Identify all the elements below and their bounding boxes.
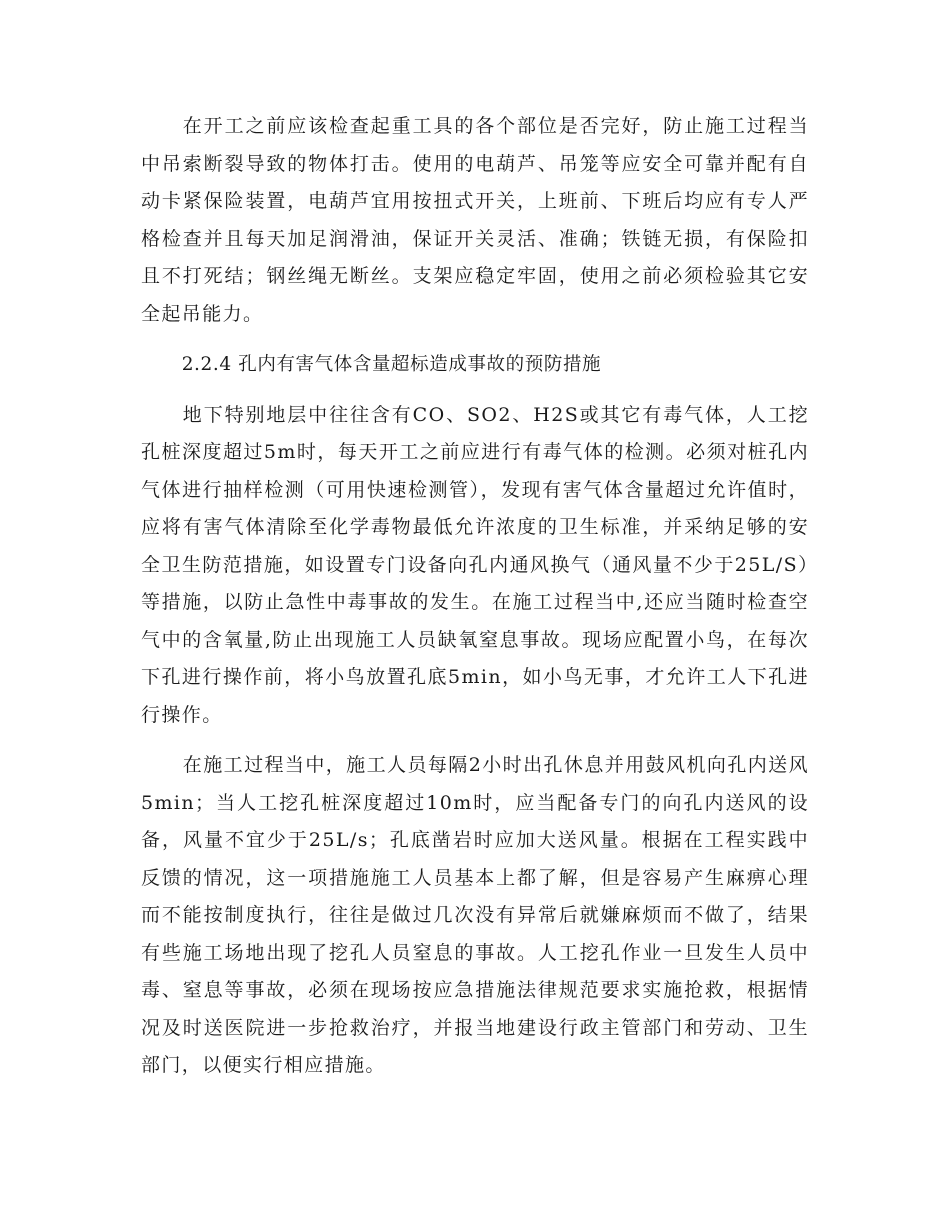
- paragraph-ventilation: 在施工过程当中，施工人员每隔2小时出孔休息并用鼓风机向孔内送风5min；当人工挖孔桩深度超过10m时，应当配备专门的向孔内送风的设备，风量不宜少于25L/s；孔底凿岩时应加大送风量。根据在工程实践中反馈的情况，这一项措施施工人员基本上都了解，但是容易产生麻痹心理而不能按制度执行，往往是做过几次没有异常后就嫌麻烦而不做了，结果有些施工场地出现了挖孔人员窒息的事故。人工挖孔作业一旦发生人员中毒、窒息等事故，必须在现场按应急措施法律规范要求实施抢救，根据情况及时送医院进一步抢救治疗，并报当地建设行政主管部门和劳动、卫生部门，以便实行相应措施。: [141, 754, 809, 1076]
- section-heading: 2.2.4 孔内有害气体含量超标造成事故的预防措施: [181, 354, 602, 375]
- paragraph-toxic-gas-detection: 地下特别地层中往往含有CO、SO2、H2S或其它有毒气体，人工挖孔桩深度超过5m时，每天开工之前应进行有毒气体的检测。必须对桩孔内气体进行抽样检测（可用快速检测管），发现有害气体含量超过允许值时，应将有害气体清除至化学毒物最低允许浓度的卫生标准，并采纳足够的安全卫生防范措施，如设置专门设备向孔内通风换气（通风量不少于25L/S）等措施，以防止急性中毒事故的发生。在施工过程当中,还应当随时检查空气中的含氧量,防止出现施工人员缺氧窒息事故。现场应配置小鸟，在每次下孔进行操作前，将小鸟放置孔底5min，如小鸟无事，才允许工人下孔进行操作。: [141, 403, 809, 726]
- paragraph-hoisting-inspection: 在开工之前应该检查起重工具的各个部位是否完好，防止施工过程当中吊索断裂导致的物体打击。使用的电葫芦、吊笼等应安全可靠并配有自动卡紧保险装置，电葫芦宜用按扭式开关，上班前、下班后均应有专人严格检查并且每天加足润滑油，保证开关灵活、准确；铁链无损，有保险扣且不打死结；钢丝绳无断丝。支架应稳定牢固，使用之前必须检验其它安全起吊能力。: [141, 115, 809, 325]
- document-body: [141, 108, 809, 1085]
